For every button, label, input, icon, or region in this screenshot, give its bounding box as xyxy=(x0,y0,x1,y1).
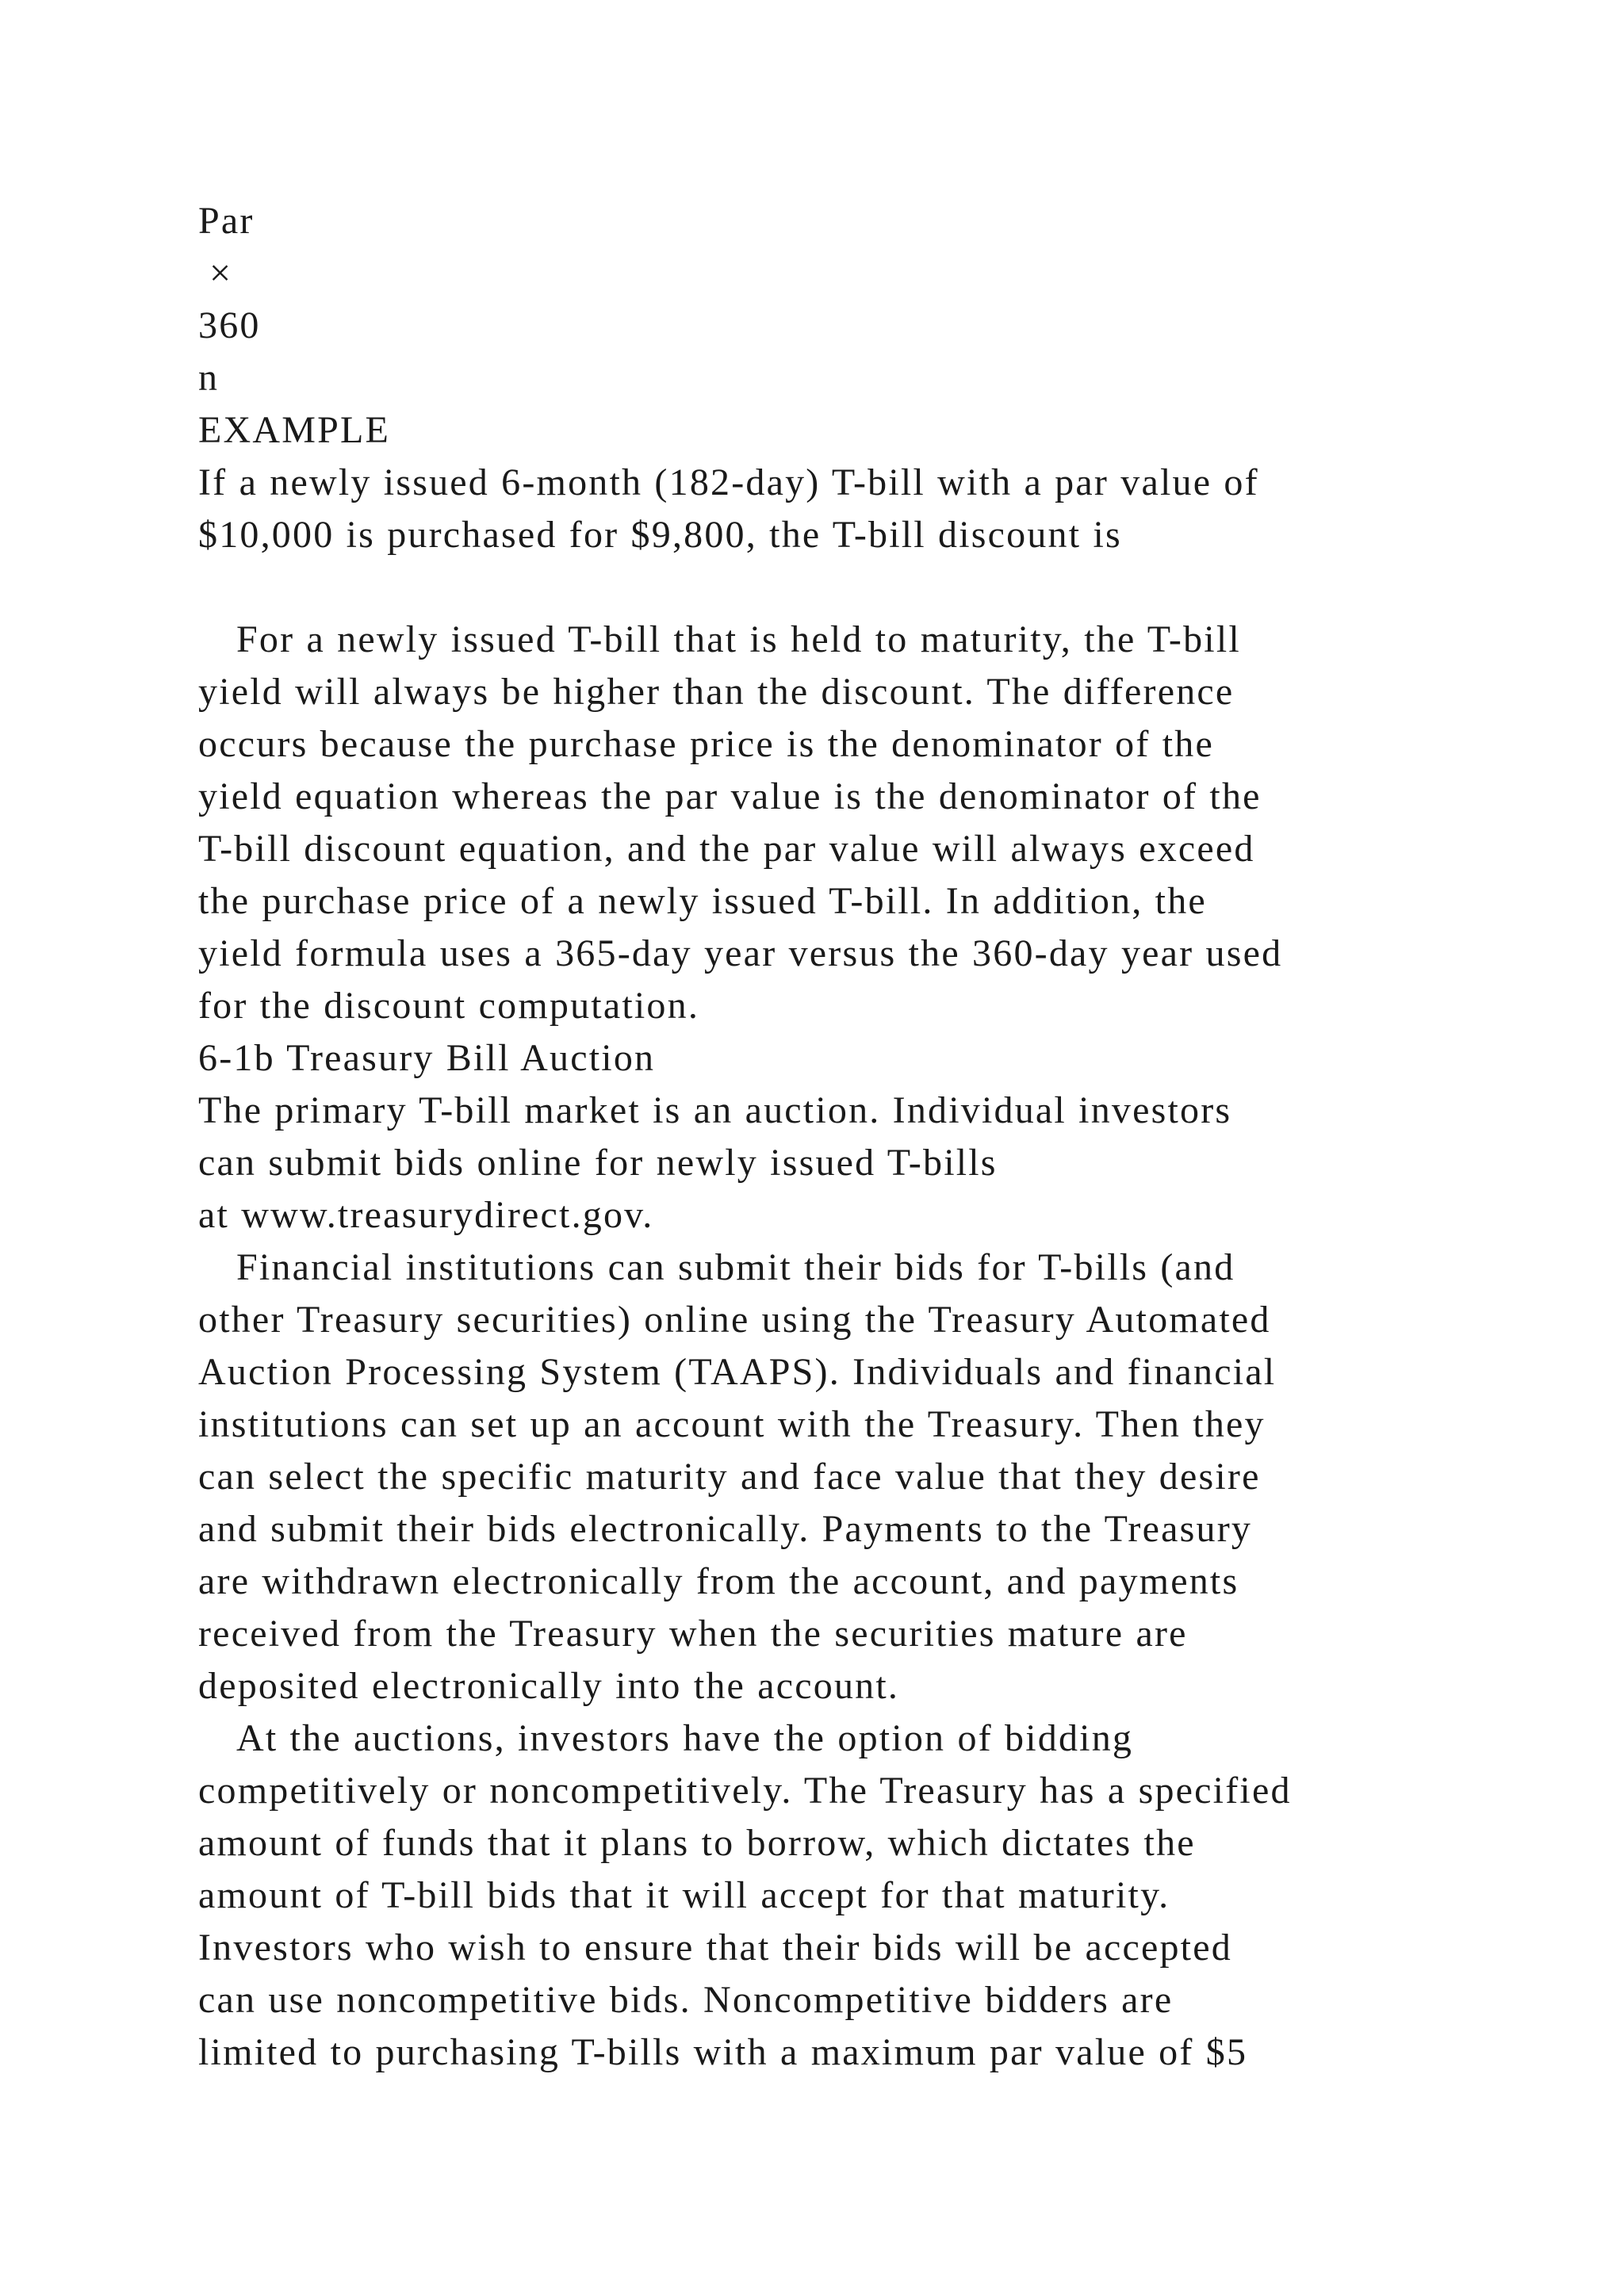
example-label: EXAMPLE xyxy=(198,409,391,451)
example-line: $10,000 is purchased for $9,800, the T-bill discount is xyxy=(198,514,1122,556)
paragraph-line: can submit bids online for newly issued T-bills xyxy=(198,1142,998,1184)
paragraph-line: competitively or noncompetitively. The Treasury has a specified xyxy=(198,1770,1292,1812)
paragraph-line: Investors who wish to ensure that their bids will be accepted xyxy=(198,1927,1232,1969)
formula-times-symbol: × xyxy=(209,252,233,294)
paragraph-line: and submit their bids electronically. Payments to the Treasury xyxy=(198,1508,1253,1550)
paragraph-line: At the auctions, investors have the option of bidding xyxy=(236,1717,1134,1759)
paragraph-line: the purchase price of a newly issued T-bill. In addition, the xyxy=(198,880,1207,922)
paragraph-line: T-bill discount equation, and the par value will always exceed xyxy=(198,828,1255,870)
paragraph-line: received from the Treasury when the securities mature are xyxy=(198,1613,1188,1655)
paragraph-line: yield equation whereas the par value is the denominator of the xyxy=(198,775,1262,817)
paragraph-line: The primary T-bill market is an auction. Individual investors xyxy=(198,1089,1232,1131)
example-line: If a newly issued 6-month (182-day) T-bill with a par value of xyxy=(198,461,1259,503)
paragraph-line: Financial institutions can submit their bids for T-bills (and xyxy=(236,1246,1235,1288)
paragraph-line: institutions can set up an account with the Treasury. Then they xyxy=(198,1403,1266,1445)
paragraph-line: for the discount computation. xyxy=(198,985,700,1027)
formula-variable: n xyxy=(198,357,220,399)
section-heading: 6-1b Treasury Bill Auction xyxy=(198,1037,656,1079)
paragraph-line: can use noncompetitive bids. Noncompetitive bidders are xyxy=(198,1979,1174,2021)
paragraph-line: For a newly issued T-bill that is held to maturity, the T-bill xyxy=(236,618,1241,660)
paragraph-line: at www.treasurydirect.gov. xyxy=(198,1194,654,1236)
paragraph-line: deposited electronically into the account. xyxy=(198,1665,900,1707)
paragraph-line: are withdrawn electronically from the account, and payments xyxy=(198,1560,1239,1602)
paragraph-line: amount of funds that it plans to borrow, which dictates the xyxy=(198,1822,1196,1864)
paragraph-line: limited to purchasing T-bills with a maximum par value of $5 xyxy=(198,2031,1248,2073)
paragraph-line: yield formula uses a 365-day year versus the 360-day year used xyxy=(198,932,1283,974)
paragraph-line: other Treasury securities) online using the Treasury Automated xyxy=(198,1299,1271,1341)
paragraph-line: yield will always be higher than the discount. The difference xyxy=(198,671,1235,713)
formula-numerator: Par xyxy=(198,200,255,242)
paragraph-line: Auction Processing System (TAAPS). Individuals and financial xyxy=(198,1351,1277,1393)
paragraph-line: amount of T-bill bids that it will accept for that maturity. xyxy=(198,1874,1170,1916)
paragraph-line: occurs because the purchase price is the denominator of the xyxy=(198,723,1215,765)
blank-line xyxy=(198,561,1467,614)
paragraph-line: can select the specific maturity and face value that they desire xyxy=(198,1456,1261,1498)
formula-constant: 360 xyxy=(198,304,261,346)
document-body xyxy=(198,195,1467,2079)
